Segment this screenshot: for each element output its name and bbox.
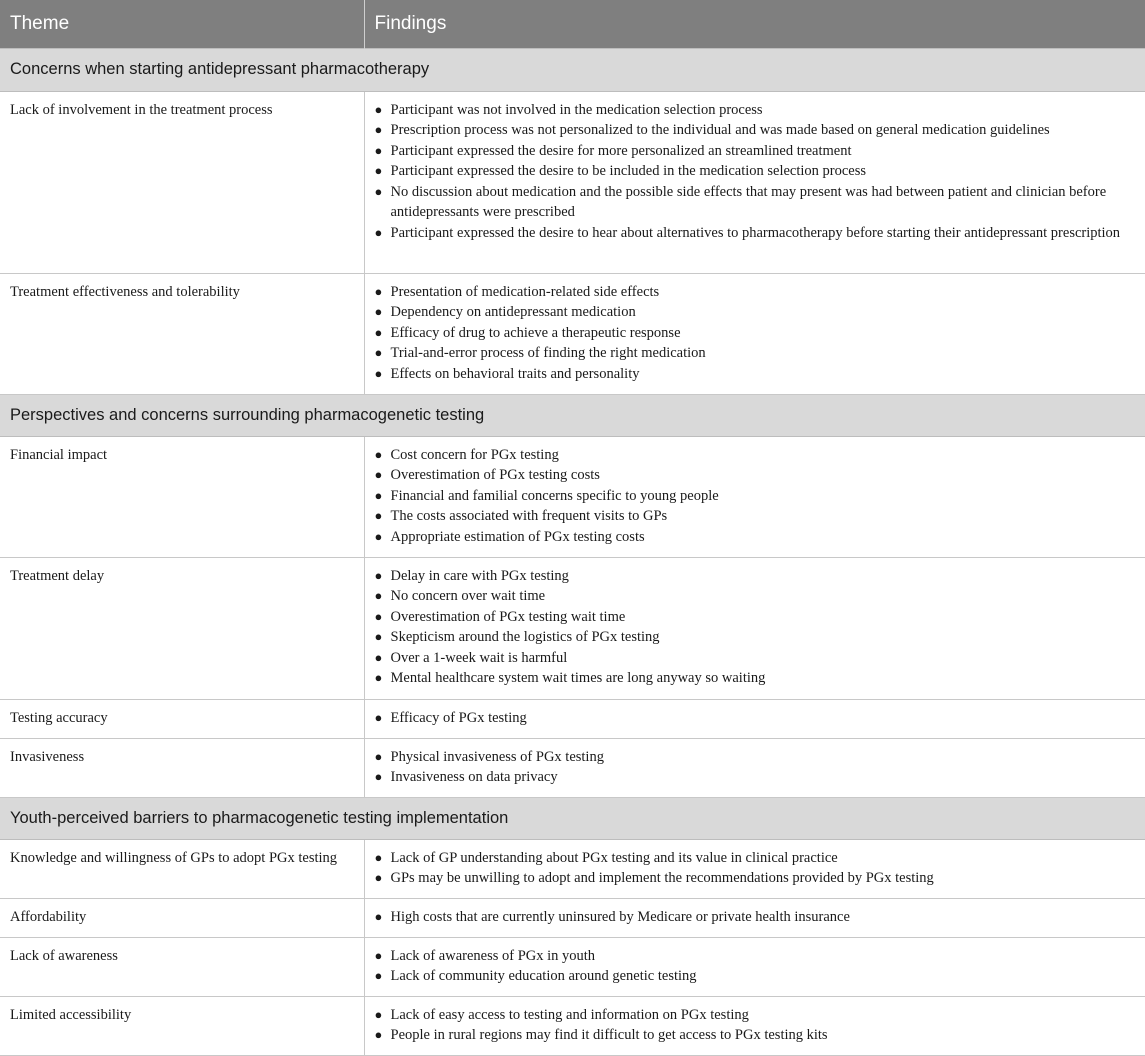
findings-cell bbox=[364, 937, 1145, 996]
bullet-icon: ● bbox=[374, 446, 383, 462]
findings-cell bbox=[364, 738, 1145, 797]
bullet-icon: ● bbox=[374, 365, 383, 381]
finding-text: The costs associated with frequent visits to GPs bbox=[390, 508, 668, 525]
finding-text: Trial-and-error process of finding the right medication bbox=[390, 345, 706, 362]
bullet-icon: ● bbox=[374, 769, 383, 785]
bullet-icon: ● bbox=[374, 142, 383, 158]
finding-text: Efficacy of drug to achieve a therapeutic response bbox=[390, 324, 681, 341]
findings-list bbox=[375, 747, 1138, 788]
finding-item bbox=[375, 302, 1138, 323]
finding-item bbox=[375, 1025, 1138, 1046]
table-row bbox=[0, 436, 1145, 557]
finding-text: People in rural regions may find it difficult to get access to PGx testing kits bbox=[390, 1027, 828, 1044]
findings-cell bbox=[364, 898, 1145, 937]
bullet-icon: ● bbox=[374, 508, 383, 524]
finding-text: Lack of easy access to testing and information on PGx testing bbox=[390, 1006, 749, 1023]
finding-item bbox=[375, 182, 1138, 223]
finding-item bbox=[375, 586, 1138, 607]
bullet-icon: ● bbox=[374, 947, 383, 963]
finding-text: Lack of awareness of PGx in youth bbox=[390, 947, 596, 964]
finding-text: Financial and familial concerns specific to young people bbox=[390, 487, 719, 504]
table-row bbox=[0, 273, 1145, 394]
finding-item bbox=[375, 946, 1138, 967]
finding-text: Participant expressed the desire to be included in the medication selection process bbox=[390, 163, 867, 180]
finding-item bbox=[375, 364, 1138, 385]
finding-text: Efficacy of PGx testing bbox=[390, 709, 527, 726]
bullet-icon: ● bbox=[374, 225, 383, 241]
table-row bbox=[0, 996, 1145, 1055]
bullet-icon: ● bbox=[374, 283, 383, 299]
table-row bbox=[0, 898, 1145, 937]
bullet-icon: ● bbox=[374, 101, 383, 117]
bullet-icon: ● bbox=[374, 629, 383, 645]
findings-list bbox=[375, 445, 1138, 548]
bullet-icon: ● bbox=[374, 608, 383, 624]
bullet-icon: ● bbox=[374, 748, 383, 764]
finding-item bbox=[375, 868, 1138, 889]
finding-item bbox=[375, 161, 1138, 182]
findings-cell bbox=[364, 273, 1145, 394]
finding-text: Appropriate estimation of PGx testing costs bbox=[390, 528, 645, 545]
header-row bbox=[0, 0, 1145, 48]
finding-item bbox=[375, 767, 1138, 788]
finding-text: Skepticism around the logistics of PGx testing bbox=[390, 629, 660, 646]
finding-item bbox=[375, 223, 1138, 244]
theme-cell: Treatment effectiveness and tolerability bbox=[0, 273, 364, 394]
bullet-icon: ● bbox=[374, 968, 383, 984]
findings-list bbox=[375, 946, 1138, 987]
finding-text: Lack of community education around genetic testing bbox=[390, 968, 697, 985]
bullet-icon: ● bbox=[374, 324, 383, 340]
finding-text: No discussion about medication and the possible side effects that may present was had between patient and clinician before antidepressants were prescribed bbox=[390, 183, 1107, 221]
theme-cell: Lack of awareness bbox=[0, 937, 364, 996]
finding-text: No concern over wait time bbox=[390, 588, 546, 605]
table-row bbox=[0, 557, 1145, 699]
finding-item bbox=[375, 747, 1138, 768]
finding-text: Cost concern for PGx testing bbox=[390, 446, 559, 463]
findings-list bbox=[375, 1005, 1138, 1046]
findings-cell bbox=[364, 91, 1145, 273]
finding-item bbox=[375, 141, 1138, 162]
finding-text: Mental healthcare system wait times are long anyway so waiting bbox=[390, 670, 766, 687]
section-header bbox=[0, 394, 1145, 436]
table-row bbox=[0, 839, 1145, 898]
header-theme: Theme bbox=[0, 0, 364, 48]
finding-text: Invasiveness on data privacy bbox=[390, 769, 558, 786]
bullet-icon: ● bbox=[374, 1027, 383, 1043]
finding-item bbox=[375, 668, 1138, 689]
bullet-icon: ● bbox=[374, 670, 383, 686]
finding-text: Prescription process was not personalized to the individual and was made based on general medication guidelines bbox=[390, 122, 1050, 139]
findings-list bbox=[375, 907, 1138, 928]
finding-item bbox=[375, 465, 1138, 486]
finding-item bbox=[375, 486, 1138, 507]
findings-list bbox=[375, 100, 1138, 244]
finding-text: Overestimation of PGx testing costs bbox=[390, 467, 600, 484]
theme-cell: Lack of involvement in the treatment process bbox=[0, 91, 364, 273]
finding-item bbox=[375, 708, 1138, 729]
theme-cell: Treatment delay bbox=[0, 557, 364, 699]
theme-cell: Invasiveness bbox=[0, 738, 364, 797]
finding-item bbox=[375, 100, 1138, 121]
bullet-icon: ● bbox=[374, 870, 383, 886]
bullet-icon: ● bbox=[374, 1006, 383, 1022]
table-row bbox=[0, 699, 1145, 738]
finding-item bbox=[375, 966, 1138, 987]
bullet-icon: ● bbox=[374, 709, 383, 725]
finding-item bbox=[375, 607, 1138, 628]
bullet-icon: ● bbox=[374, 345, 383, 361]
findings-list bbox=[375, 708, 1138, 729]
table-row bbox=[0, 738, 1145, 797]
bullet-icon: ● bbox=[374, 528, 383, 544]
finding-item bbox=[375, 627, 1138, 648]
finding-text: High costs that are currently uninsured by Medicare or private health insurance bbox=[390, 908, 850, 925]
theme-cell: Financial impact bbox=[0, 436, 364, 557]
finding-text: Physical invasiveness of PGx testing bbox=[390, 748, 604, 765]
findings-cell bbox=[364, 996, 1145, 1055]
table-row bbox=[0, 937, 1145, 996]
finding-text: Participant was not involved in the medication selection process bbox=[390, 101, 763, 118]
bullet-icon: ● bbox=[374, 649, 383, 665]
section-title: Concerns when starting antidepressant pharmacotherapy bbox=[0, 48, 1145, 91]
section-header bbox=[0, 797, 1145, 839]
finding-text: Lack of GP understanding about PGx testing and its value in clinical practice bbox=[390, 849, 838, 866]
finding-text: GPs may be unwilling to adopt and implement the recommendations provided by PGx testing bbox=[390, 870, 934, 887]
section-title: Youth-perceived barriers to pharmacogenetic testing implementation bbox=[0, 797, 1145, 839]
findings-list bbox=[375, 566, 1138, 690]
bullet-icon: ● bbox=[374, 122, 383, 138]
bullet-icon: ● bbox=[374, 849, 383, 865]
findings-list bbox=[375, 848, 1138, 889]
finding-text: Delay in care with PGx testing bbox=[390, 567, 569, 584]
finding-text: Overestimation of PGx testing wait time bbox=[390, 608, 626, 625]
finding-item bbox=[375, 848, 1138, 869]
finding-item bbox=[375, 323, 1138, 344]
section-header bbox=[0, 48, 1145, 91]
finding-item bbox=[375, 506, 1138, 527]
finding-text: Effects on behavioral traits and personality bbox=[390, 365, 640, 382]
findings-cell bbox=[364, 839, 1145, 898]
theme-cell: Testing accuracy bbox=[0, 699, 364, 738]
finding-text: Dependency on antidepressant medication bbox=[390, 304, 636, 321]
finding-item bbox=[375, 343, 1138, 364]
findings-cell bbox=[364, 557, 1145, 699]
finding-item bbox=[375, 648, 1138, 669]
findings-list bbox=[375, 282, 1138, 385]
findings-cell bbox=[364, 699, 1145, 738]
finding-item bbox=[375, 907, 1138, 928]
bullet-icon: ● bbox=[374, 183, 383, 199]
section-title: Perspectives and concerns surrounding pharmacogenetic testing bbox=[0, 394, 1145, 436]
table-row bbox=[0, 91, 1145, 273]
bullet-icon: ● bbox=[374, 567, 383, 583]
bullet-icon: ● bbox=[374, 487, 383, 503]
finding-text: Presentation of medication-related side effects bbox=[390, 283, 660, 300]
finding-item bbox=[375, 566, 1138, 587]
bullet-icon: ● bbox=[374, 588, 383, 604]
finding-item bbox=[375, 445, 1138, 466]
theme-cell: Knowledge and willingness of GPs to adopt PGx testing bbox=[0, 839, 364, 898]
header-findings: Findings bbox=[364, 0, 1145, 48]
finding-item bbox=[375, 120, 1138, 141]
finding-item bbox=[375, 1005, 1138, 1026]
finding-text: Over a 1-week wait is harmful bbox=[390, 649, 568, 666]
bullet-icon: ● bbox=[374, 467, 383, 483]
finding-text: Participant expressed the desire to hear about alternatives to pharmacotherapy before starting their antidepressant prescription bbox=[390, 225, 1121, 242]
bullet-icon: ● bbox=[374, 163, 383, 179]
finding-item bbox=[375, 527, 1138, 548]
theme-cell: Limited accessibility bbox=[0, 996, 364, 1055]
bullet-icon: ● bbox=[374, 908, 383, 924]
findings-cell bbox=[364, 436, 1145, 557]
finding-item bbox=[375, 282, 1138, 303]
theme-cell: Affordability bbox=[0, 898, 364, 937]
finding-text: Participant expressed the desire for more personalized an streamlined treatment bbox=[390, 142, 852, 159]
bullet-icon: ● bbox=[374, 304, 383, 320]
